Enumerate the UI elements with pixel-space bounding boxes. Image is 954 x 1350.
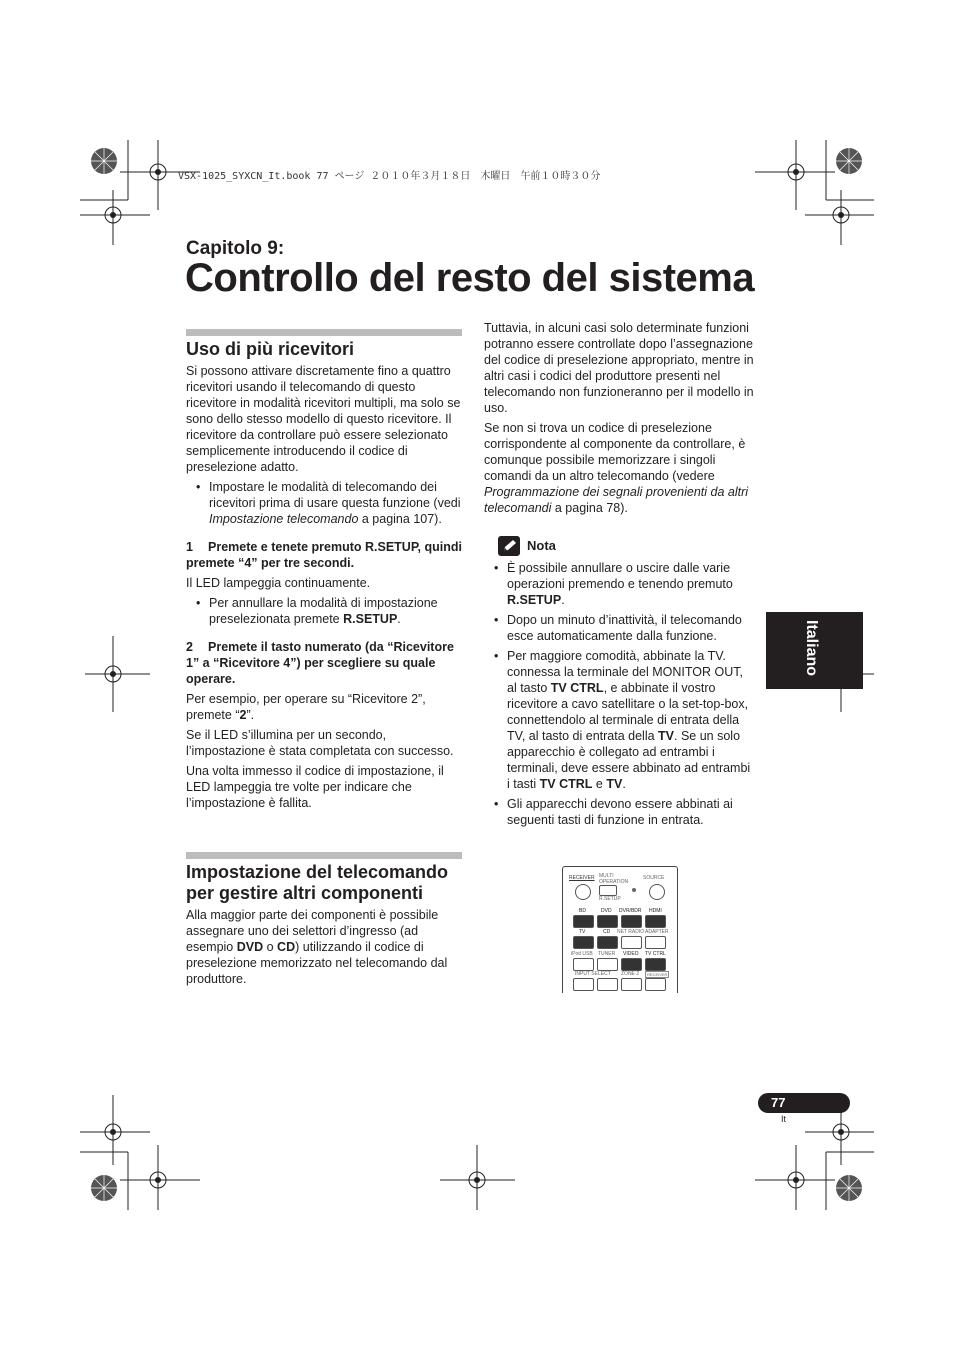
remote-button xyxy=(573,915,594,928)
remote-label: VIDEO xyxy=(623,951,639,957)
power-icon xyxy=(575,884,591,900)
paragraph: Si possono attivare discretamente fino a quattro ricevitori usando il telecomando di questo ricevitore in modalità ricevitori multipli, ma solo se sono dello stesso modello di questo ricevitore. Il ricevitore da controllare può essere selezionato semplicemente introducendo il codice di preselezione adatto. xyxy=(186,364,461,474)
page-number: 77 xyxy=(771,1095,786,1110)
remote-button xyxy=(621,915,642,928)
remote-label: TUNER xyxy=(598,951,616,957)
remote-button xyxy=(597,958,618,971)
pencil-note-icon xyxy=(498,536,520,556)
step-1-body: Il LED lampeggia continuamente. xyxy=(186,576,371,590)
step-1: 1 Premete e tenete premuto R.SETUP, quindi premete “4” per tre secondi. xyxy=(186,540,462,570)
step-2: 2 Premete il tasto numerato (da “Ricevitore 1” a “Ricevitore 4”) per scegliere su quale operare. xyxy=(186,640,454,686)
remote-button xyxy=(597,978,618,991)
remote-button xyxy=(621,936,642,949)
section-heading-remote-setup: Impostazione del telecomando per gestire altri componenti xyxy=(186,862,449,903)
remote-label: DVR/BDR xyxy=(619,908,642,914)
right-column xyxy=(484,320,756,832)
bullet-item: • Per annullare la modalità di impostazione preselezionata premete R.SETUP. xyxy=(186,595,462,627)
remote-button xyxy=(645,915,666,928)
remote-label: RECEIVER xyxy=(569,875,595,881)
print-header: VSX-1025_SYXCN_It.book 77 ページ ２０１０年３月１８日 木曜日 午前１０時３０分 xyxy=(178,171,601,182)
remote-label: RECEIVER xyxy=(647,972,668,977)
section-heading-multi-receiver: Uso di più ricevitori xyxy=(186,339,355,359)
remote-button xyxy=(573,936,594,949)
paragraph: Alla maggior parte dei componenti è possibile assegnare uno dei selettori d’ingresso (ad esempio DVD o CD) utilizzando il codice di preselezione memorizzato nel telecomando dal produttore. xyxy=(186,908,448,986)
remote-button xyxy=(621,958,642,971)
note-item: • Gli apparecchi devono essere abbinati ai seguenti tasti di funzione in entrata. xyxy=(484,796,756,828)
remote-button xyxy=(621,978,642,991)
power-icon xyxy=(649,884,665,900)
paragraph: Se il LED s’illumina per un secondo, l’impostazione è stata completata con successo. xyxy=(186,728,454,758)
page-language-code: It xyxy=(781,1114,787,1124)
remote-label: HDMI xyxy=(649,908,662,914)
left-column-section-2 xyxy=(186,852,462,991)
step-2-body: Per esempio, per operare su “Ricevitore 2”, premete “2”. xyxy=(186,692,426,722)
remote-label: MULTI xyxy=(599,873,614,879)
note-item: • Per maggiore comodità, abbinate la TV. connessa la terminale del MONITOR OUT, al tasto TV CTRL, e abbinate il vostro ricevitore a cavo satellitare o la set-top-box, connettendolo al terminale di entrata della TV, al tasto di entrata della TV. Se un solo apparecchio è collegato ad entrambi i terminali, deve essere abbinato ad entrambi i tasti TV CTRL e TV. xyxy=(484,648,756,792)
remote-label: INPUT SELECT xyxy=(575,971,611,977)
remote-button xyxy=(573,958,594,971)
remote-label: SOURCE xyxy=(643,875,665,881)
remote-label: NET RADIO xyxy=(617,929,645,935)
remote-label: CD xyxy=(603,929,611,935)
remote-button xyxy=(599,885,617,896)
remote-label: BD xyxy=(579,908,586,914)
remote-label: R.SETUP xyxy=(599,896,621,902)
paragraph: Se non si trova un codice di preselezione corrispondente al componente da controllare, è comunque possibile memorizzare i singoli comandi da un altro telecomando (vedere Programmazione dei segnali provenienti da altri telecomandi a pagina 78). xyxy=(484,421,749,515)
bullet-item: • Impostare le modalità di telecomando dei ricevitori prima di usare questa funzione (vedi Impostazione telecomando a pagina 107). xyxy=(186,479,462,527)
remote-label: TV xyxy=(579,929,586,935)
remote-label: iPod USB xyxy=(571,951,593,957)
note-item: • Dopo un minuto d’inattività, il telecomando esce automaticamente dalla funzione. xyxy=(484,612,756,644)
remote-label: DVD xyxy=(601,908,612,914)
remote-label: OPERATION xyxy=(599,879,629,885)
remote-button xyxy=(645,958,666,971)
note-header xyxy=(484,536,756,556)
paragraph: Tuttavia, in alcuni casi solo determinate funzioni potranno essere controllate dopo l’assegnazione del codice di preselezione appropriato, mentre in altri casi i codici del produttore presenti nel telecomando non funzioneranno per il modello in uso. xyxy=(484,321,754,415)
remote-button xyxy=(597,936,618,949)
remote-label: TV CTRL xyxy=(645,951,666,957)
led-icon xyxy=(632,888,636,892)
note-item: • È possibile annullare o uscire dalle varie operazioni premendo e tenendo premuto R.SETUP. xyxy=(484,560,756,608)
language-tab xyxy=(766,612,863,689)
chapter-label: Capitolo 9: xyxy=(186,238,285,259)
language-tab-label: Italiano xyxy=(803,620,820,677)
remote-label: ADAPTER xyxy=(645,929,669,935)
paragraph: Una volta immesso il codice di impostazione, il LED lampeggia tre volte per indicare che l’impostazione è fallita. xyxy=(186,764,444,810)
remote-button xyxy=(597,915,618,928)
page-number-badge xyxy=(758,1093,850,1113)
remote-button xyxy=(573,978,594,991)
remote-button xyxy=(645,978,666,991)
page-title: Controllo del resto del sistema xyxy=(185,256,755,300)
section-bar xyxy=(186,852,462,859)
remote-button xyxy=(645,936,666,949)
section-bar xyxy=(186,329,462,336)
note-label: Nota xyxy=(527,538,556,553)
remote-control-illustration xyxy=(562,866,678,993)
left-column xyxy=(186,329,462,815)
remote-label: ZONE 2 xyxy=(621,971,640,977)
